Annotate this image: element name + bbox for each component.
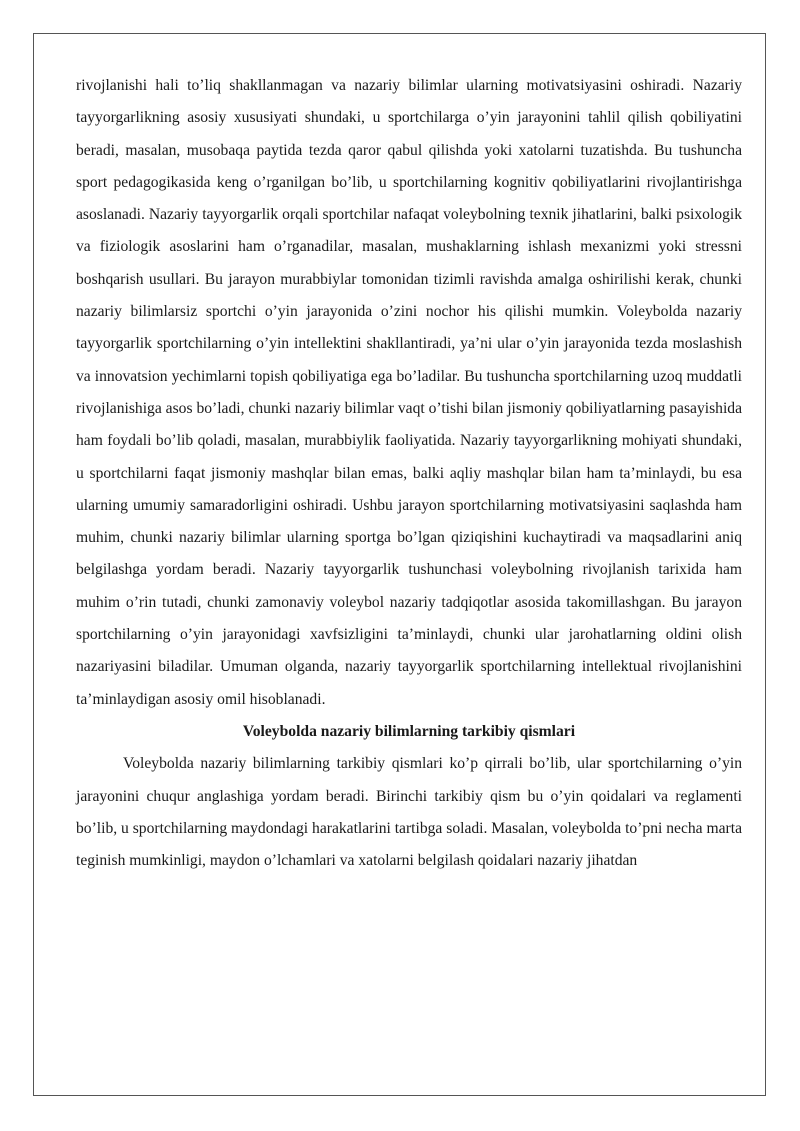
section-heading: Voleybolda nazariy bilimlarning tarkibiy qismlari — [242, 722, 576, 740]
body-paragraph: rivojlanishi hali to’liq shakllanmagan va nazariy bilimlar ularning motivatsiyasini oshiradi. Nazariy tayyorgarlikning asosiy xususiyati shundaki, u sportchilarga o’yin jarayonini tahlil qilish qobiliyatini beradi, masalan, musobaqa paytida tezda qaror qabul qilishda yoki xatolarni tuzatishda. Bu tushuncha sport pedagogikasida keng o’rganilgan bo’lib, u sportchilarning kognitiv qobiliyatlarini rivojlantirishga asoslanadi. Nazariy tayyorgarlik orqali sportchilar nafaqat voleybolning texnik jihatlarini, balki psixologik va fiziologik asoslarini ham o’rganadilar, masalan, mushaklarning ishlash mexanizmi yoki stressni boshqarish usullari. Bu jarayon murabbiylar tomonidan tizimli ravishda amalga oshirilishi kerak, chunki nazariy bilimlarsiz sportchi o’yin jarayonida o’zini nochor his qilishi mumkin. Voleybolda nazariy tayyorgarlik sportchilarning o’yin intellektini shakllantiradi, ya’ni ular o’yin jarayonida tezda moslashish va innovatsion yechimlarni topish qobiliyatiga ega bo’ladilar. Bu tushuncha sportchilarning uzoq muddatli rivojlanishiga asos bo’ladi, chunki nazariy bilimlar vaqt o’tishi bilan jismoniy qobiliyatlarning pasayishida ham foydali bo’lib qoladi, masalan, murabbiylik faoliyatida. Nazariy tayyorgarlikning mohiyati shundaki, u sportchilarni faqat jismoniy mashqlar bilan emas, balki aqliy mashqlar bilan ham ta’minlaydi, bu esa ularning umumiy samaradorligini oshiradi. Ushbu jarayon sportchilarning motivatsiyasini saqlashda ham muhim, chunki nazariy bilimlar ularning sportga bo’lgan qiziqishini kuchaytiradi va maqsadlarini aniq belgilashga yordam beradi. Nazariy tayyorgarlik tushunchasi voleybolning rivojlanish tarixida ham muhim o’rin tutadi, chunki zamonaviy voleybol nazariy tadqiqotlar asosida takomillashgan. Bu jarayon sportchilarning o’yin jarayonidagi xavfsizligini ta’minlaydi, chunki ular jarohatlarning oldini olish nazariyasini biladilar. Umuman olganda, nazariy tayyorgarlik sportchilarning intellektual rivojlanishini ta’minlaydigan asosiy omil hisoblanadi. — [76, 77, 742, 708]
body-paragraph: Voleybolda nazariy bilimlarning tarkibiy qismlari ko’p qirrali bo’lib, ular sportchilarning o’yin jarayonini chuqur anglashiga yordam beradi. Birinchi tarkibiy qism bu o’yin qoidalari va reglamenti bo’lib, u sportchilarning maydondagi harakatlarini tartibga soladi. Masalan, voleybolda to’pni necha marta teginish mumkinligi, maydon o’lchamlari va xatolarni belgilash qoidalari nazariy jihatdan — [76, 755, 743, 870]
page-content — [76, 70, 742, 877]
